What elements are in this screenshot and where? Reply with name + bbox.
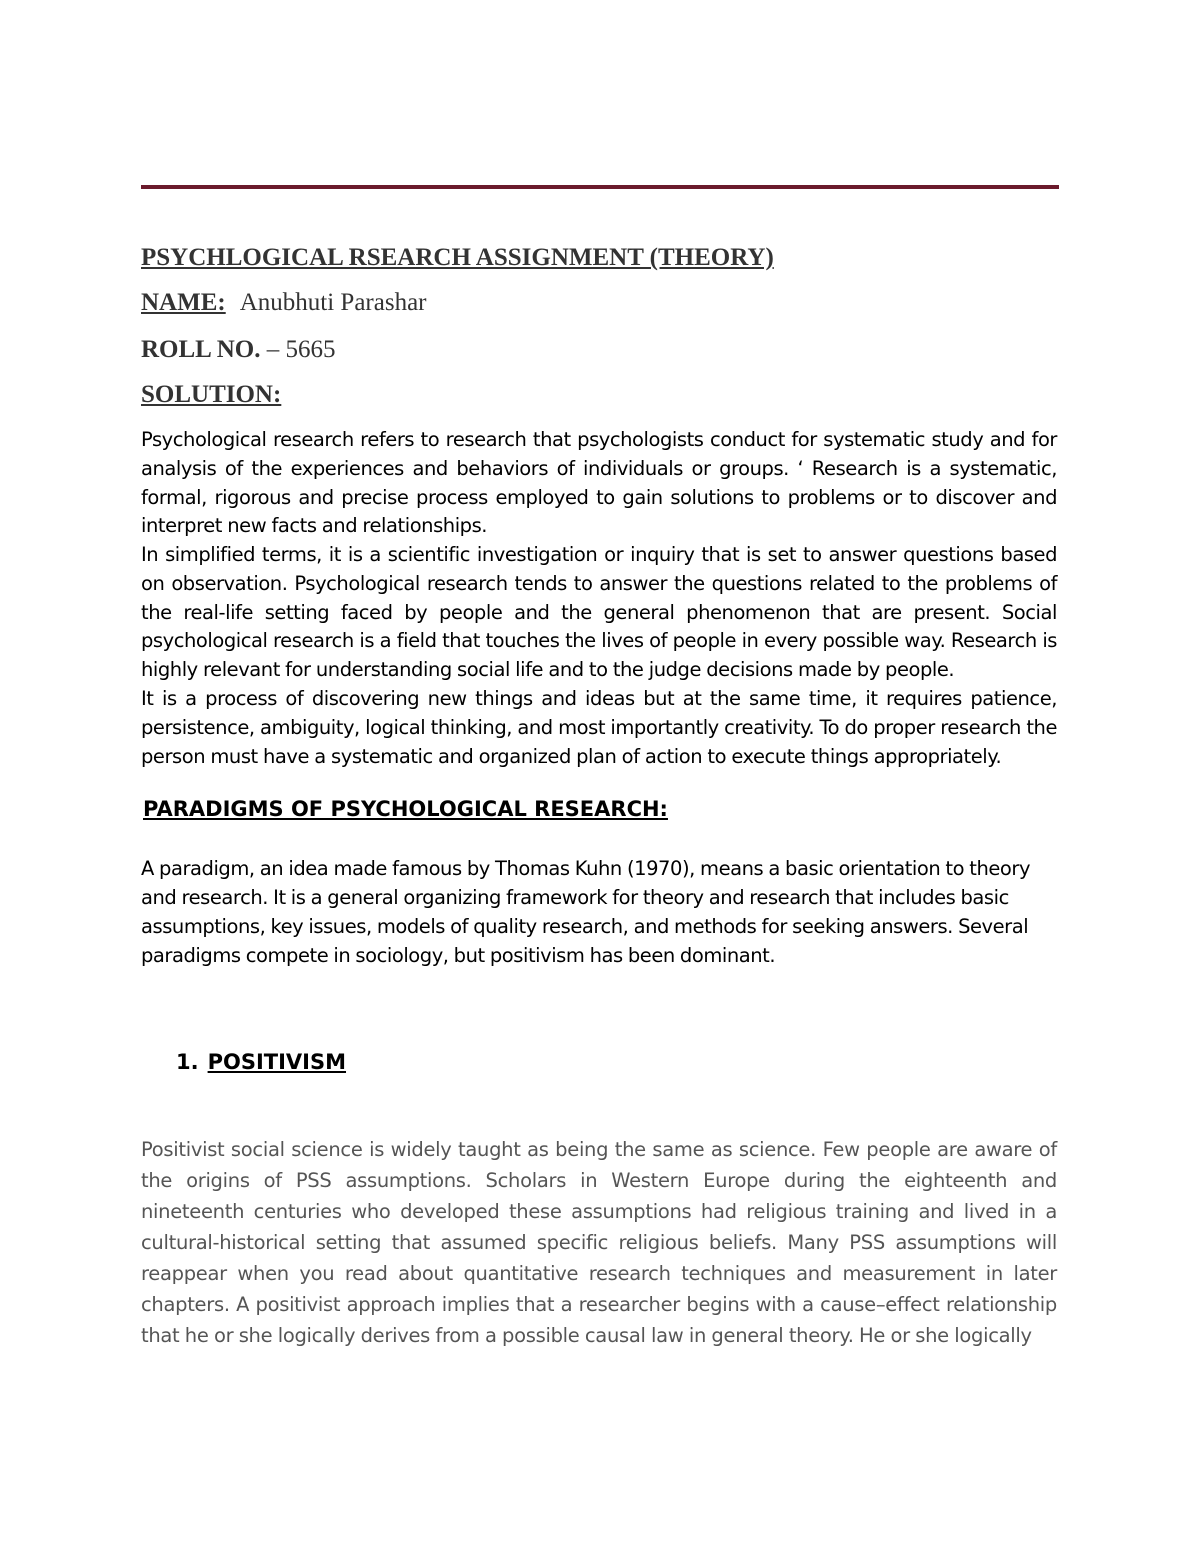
roll-value: – 5665 [266, 336, 336, 363]
header-rule [141, 185, 1059, 189]
paradigms-heading: PARADIGMS OF PSYCHOLOGICAL RESEARCH: [143, 797, 668, 821]
solution-label: SOLUTION: [141, 381, 282, 408]
name-line [141, 289, 427, 317]
name-value: Anubhuti Parashar [239, 289, 427, 316]
positivism-title: POSITIVISM [207, 1050, 347, 1074]
paradigms-paragraph: A paradigm, an idea made famous by Thomas Kuhn (1970), means a basic orientation to theory and research. It is a general organizing framework for theory and research that includes basic assumptions, key issues, models of quality research, and methods for seeking answers. Several paradigms compete in sociology, but positivism has been dominant. [141, 857, 1031, 967]
solution-paragraph-1: Psychological research refers to research that psychologists conduct for systematic study and for analysis of the experiences and behaviors of individuals or groups. ‘ Research is a systematic, formal, rigorous and precise process employed to gain solutions to problems or to discover and interpret new facts and relationships. [141, 428, 1057, 538]
roll-label: ROLL NO. [141, 336, 261, 363]
positivism-number: 1. [176, 1050, 199, 1074]
positivism-heading [176, 1050, 346, 1074]
solution-line [141, 381, 281, 409]
solution-paragraph-2: In simplified terms, it is a scientific investigation or inquiry that is set to answer questions based on observation. Psychological research tends to answer the questions related to the problems of the real-life setting faced by people and the general phenomenon that are present. Social psychological research is a field that touches the lives of people in every possible way. Research is highly relevant for understanding social life and to the judge decisions made by people. [141, 543, 1057, 682]
solution-paragraph-3: It is a process of discovering new things and ideas but at the same time, it requires patience, persistence, ambiguity, logical thinking, and most importantly creativity. To do proper research the person must have a systematic and organized plan of action to execute things appropriately. [141, 687, 1057, 768]
document-title: PSYCHLOGICAL RSEARCH ASSIGNMENT (THEORY) [141, 244, 774, 271]
roll-line [141, 336, 335, 364]
name-label: NAME: [141, 289, 226, 316]
positivism-paragraph: Positivist social science is widely taught as being the same as science. Few people are aware of the origins of PSS assumptions. Scholars in Western Europe during the eighteenth and nineteenth centuries who developed these assumptions had religious training and lived in a cultural-historical setting that assumed specific religious beliefs. Many PSS assumptions will reappear when you read about quantitative research techniques and measurement in later chapters. A positivist approach implies that a researcher begins with a cause–effect relationship that he or she logically derives from a possible causal law in general theory. He or she logically [141, 1138, 1057, 1347]
